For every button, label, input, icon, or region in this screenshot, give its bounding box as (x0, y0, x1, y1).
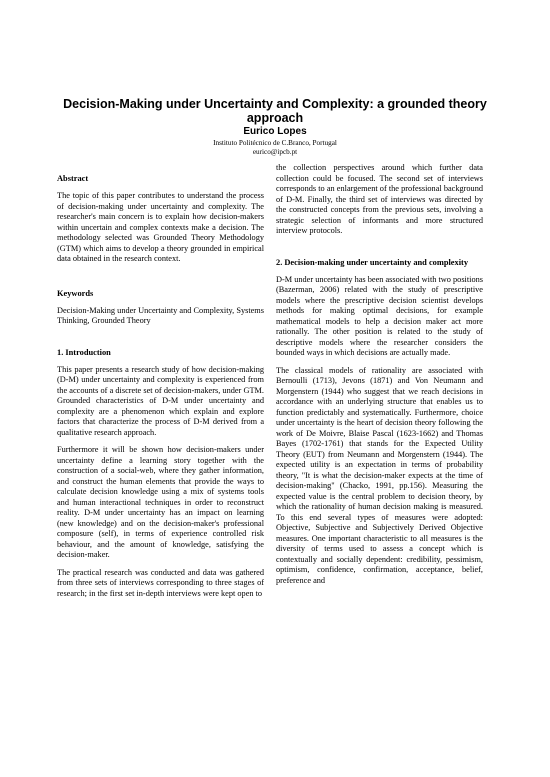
author-name: Eurico Lopes (243, 126, 307, 137)
section2-paragraph: The classical models of rationality are associated with Bernoulli (1713), Jevons (1871) and Von Neumann and Morgenstern (1944) who suggest that we reach decisions in accordance with an underlying structure that enables us to function predictably and systematically. Furthermore, choice under uncertainty is the heart of decision theory following the work of De Moivre, Blaise Pascal (1623-1662) and Thomas Bayes (1702-1761) that stands for the Expected Utility Theory (EUT) from Neumann and Morgenstern (1944). The expected utility is an expectation in terms of probability theory, "It is what the decision-maker expects at the time of decision-making" (Chacko, 1991, pp.156). Measuring the expected value is the central problem to decision theory, by which the rationality of human decision making is measured. To this end several types of measures were adopted: Objective, Subjective and Subjectively Derived Objective measures. One important characteristic to all measures is the diversity of terms used to assess a concept which is contextually and socially dependent: credibility, pessimism, optimism, confidence, confirmation, acceptance, belief, preference and (276, 365, 483, 585)
section2-heading: 2. Decision-making under uncertainty and complexity (276, 257, 469, 267)
keywords-text: Decision-Making under Uncertainty and Complexity, Systems Thinking, Grounded Theory (57, 305, 264, 325)
author-email: eurico@ipcb.pt (252, 148, 298, 156)
right-column (276, 163, 483, 586)
left-column (57, 163, 264, 599)
keywords-heading: Keywords (57, 288, 94, 298)
section2-paragraph: D-M under uncertainty has been associated with two positions (Bazerman, 2006) related with the study of prescriptive models where the prescriptive decision scientist develops methods for making optimal decisions, for example mathematical models to help a decision maker act more rationally. The other position is related to the study of descriptive models where the researcher considers the bounded ways in which decisions are actually made. (276, 274, 483, 357)
introduction-heading: 1. Introduction (57, 347, 111, 357)
paper-title: Decision-Making under Uncertainty and Complexity: a grounded theory approach (63, 97, 487, 125)
continued-paragraph: the collection perspectives around which further data collection could be focused. The second set of interviews corresponds to an enlargement of the professional background of D-M. Finally, the third set of interviews was directed by the constructed concepts from the previous sets, involving a strategic selection of informants and more structured interview protocols. (276, 163, 483, 235)
author-affiliation: Instituto Politécnico de C.Branco, Portugal (213, 139, 337, 147)
intro-paragraph: This paper presents a research study of how decision-making (D-M) under uncertainty and complexity is experienced from the accounts of a discrete set of decision-makers, under GTM. Grounded characteristics of D-M under uncertainty and complexity are a phenomenon which explain and explore factors that characterize the process of D-M derived from a qualitative research approach. (57, 364, 264, 437)
abstract-text: The topic of this paper contributes to understand the process of decision-making under uncertainty and complexity. The researcher's main concern is to explain how decision-makers within uncertain and complex contexts make a decision. The methodology selected was Grounded Theory Methodology (GTM) which aims to develop a theory grounded in empirical data obtained in the research context. (57, 191, 264, 263)
abstract-heading: Abstract (57, 174, 89, 183)
intro-paragraph: The practical research was conducted and data was gathered from three sets of interviews corresponding to three stages of research; in the first set in-depth interviews were kept open to (57, 567, 264, 598)
intro-paragraph: Furthermore it will be shown how decision-makers under uncertainty define a learning story together with the construction of a social-web, where they gather information, and construct the human elements that provide the ways to calculate decision knowledge using a mix of systems tools and human interactional techniques in order to reconstruct reality. D-M under uncertainty has an impact on learning (new knowledge) and on the decision-maker's professional composure (self), in terms of experience controlled risk behaviour, and the amount of knowledge, satisfying the decision-maker. (57, 445, 264, 559)
